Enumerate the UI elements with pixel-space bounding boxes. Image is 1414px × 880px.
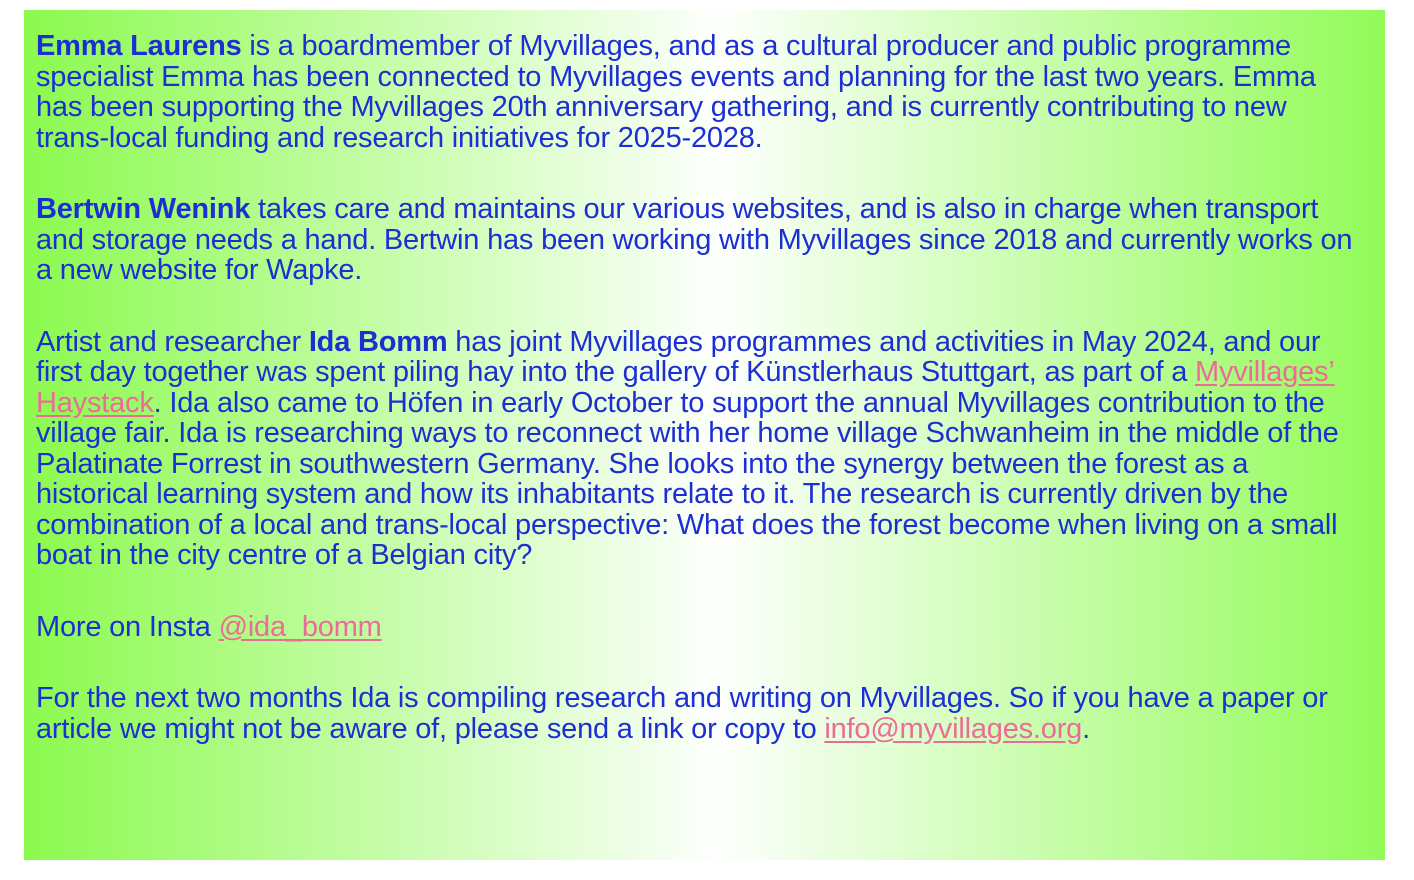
paragraph-ida-bomm-bio [36, 327, 1355, 571]
paragraph-bertwin-wenink-bio [36, 194, 1355, 286]
myvillages-email-link[interactable]: info@myvillages.org [824, 712, 1083, 745]
myvillages-haystack-link[interactable]: Myvillages’ Haystack [36, 356, 1335, 419]
bio-panel [24, 10, 1385, 860]
paragraph-emma-laurens-bio [36, 31, 1355, 153]
text-segment: . [1082, 712, 1090, 745]
text-segment: Artist and researcher [36, 325, 309, 358]
text-segment: is a boardmember of Myvillages, and as a cultural producer and public programme specialist Emma has been connected to Myvillages events and planning for the last two years. Emma has been supporting the Myvillages 20th anniversary gathering, and is currently contributing to new trans-local funding and research initiatives for 2025-2028. [36, 30, 1316, 154]
text-segment: . Ida also came to Höfen in early October to support the annual Myvillages contribution to the village fair. Ida is researching ways to reconnect with her home village Schwanheim in the middle of the Palatinate Forrest in southwestern Germany. She looks into the synergy between the forest as a historical learning system and how its inhabitants relate to it. The research is currently driven by the combination of a local and trans-local perspective: What does the forest become when living on a small boat in the city centre of a Belgian city? [36, 386, 1339, 571]
paragraph-instagram-line [36, 612, 1355, 643]
ida-bomm-instagram-link[interactable]: @ida_bomm [218, 610, 382, 643]
text-segment: For the next two months Ida is compiling research and writing on Myvillages. So if you have a paper or article we might not be aware of, please send a link or copy to [36, 682, 1328, 745]
ida-bomm-name: Ida Bomm [308, 325, 448, 358]
emma-laurens-name: Emma Laurens [36, 30, 242, 62]
paragraph-contact-line [36, 683, 1355, 744]
bertwin-wenink-name: Bertwin Wenink [36, 193, 251, 225]
text-segment: takes care and maintains our various websites, and is also in charge when transport and storage needs a hand. Bertwin has been working with Myvillages since 2018 and currently works on a new website for Wapke. [36, 193, 1353, 286]
text-segment: More on Insta [36, 610, 219, 643]
text-segment: has joint Myvillages programmes and activities in May 2024, and our first day together was spent piling hay into the gallery of Künstlerhaus Stuttgart, as part of a [36, 325, 1321, 388]
